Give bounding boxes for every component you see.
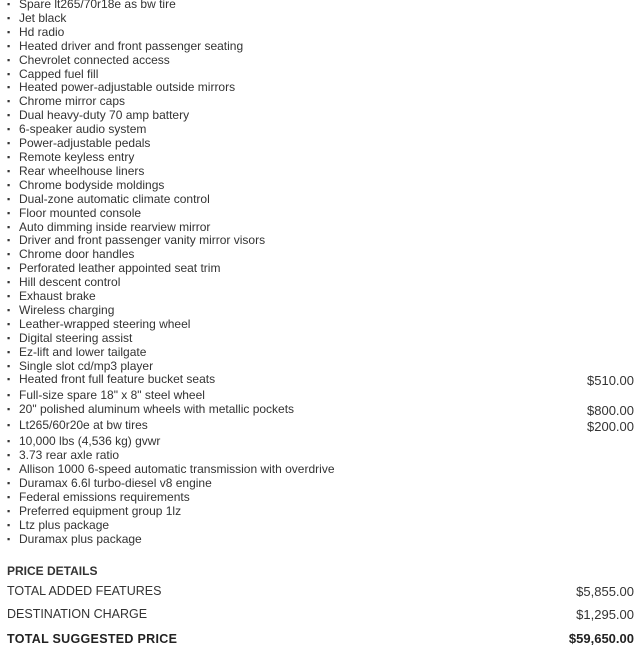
- feature-item-left: [7, 360, 153, 374]
- bullet-icon: ▪: [7, 390, 11, 401]
- feature-item: [7, 519, 637, 533]
- bullet-icon: ▪: [7, 533, 11, 544]
- feature-label: Single slot cd/mp3 player: [19, 358, 154, 373]
- bullet-icon: ▪: [7, 450, 11, 461]
- bullet-icon: ▪: [7, 110, 11, 121]
- feature-label: Leather-wrapped steering wheel: [19, 316, 191, 331]
- bullet-icon: ▪: [7, 420, 11, 431]
- feature-label: 3.73 rear axle ratio: [19, 448, 120, 463]
- feature-item-left: [7, 40, 243, 54]
- bullet-icon: ▪: [7, 346, 11, 357]
- feature-label: Exhaust brake: [19, 289, 96, 304]
- feature-item-left: [7, 54, 170, 68]
- feature-item-left: [7, 435, 160, 449]
- bullet-icon: ▪: [7, 478, 11, 489]
- feature-item-left: [7, 151, 134, 165]
- feature-item-left: [7, 109, 189, 123]
- feature-label: Dual-zone automatic climate control: [19, 191, 210, 206]
- feature-item-left: [7, 304, 114, 318]
- feature-item: [7, 360, 637, 374]
- feature-item: [7, 109, 637, 123]
- bullet-icon: ▪: [7, 151, 11, 162]
- feature-label: Ltz plus package: [19, 517, 110, 532]
- total-suggested-price-row: [7, 626, 634, 652]
- bullet-icon: ▪: [7, 404, 11, 415]
- destination-charge-row: [7, 603, 634, 626]
- feature-item: [7, 491, 637, 505]
- feature-label: Heated power-adjustable outside mirrors: [19, 80, 236, 95]
- bullet-icon: ▪: [7, 332, 11, 343]
- feature-item: [7, 40, 637, 54]
- feature-item: [7, 179, 637, 193]
- feature-label: Digital steering assist: [19, 330, 133, 345]
- feature-label: Full-size spare 18" x 8" steel wheel: [19, 388, 205, 403]
- bullet-icon: ▪: [7, 221, 11, 232]
- bullet-icon: ▪: [7, 235, 11, 246]
- bullet-icon: ▪: [7, 124, 11, 135]
- feature-item-left: [7, 221, 210, 235]
- bullet-icon: ▪: [7, 0, 11, 9]
- feature-item-left: [7, 533, 142, 547]
- feature-item: [7, 403, 637, 419]
- feature-item-left: [7, 346, 146, 360]
- feature-item-left: [7, 81, 235, 95]
- bullet-icon: ▪: [7, 374, 11, 385]
- feature-item: [7, 332, 637, 346]
- bullet-icon: ▪: [7, 165, 11, 176]
- bullet-icon: ▪: [7, 207, 11, 218]
- feature-label: Heated driver and front passenger seating: [19, 38, 244, 53]
- bullet-icon: ▪: [7, 82, 11, 93]
- feature-label: Capped fuel fill: [19, 66, 99, 81]
- feature-label: Floor mounted console: [19, 205, 142, 220]
- price-details-heading: PRICE DETAILS: [7, 564, 98, 578]
- bullet-icon: ▪: [7, 492, 11, 502]
- feature-item-left: [7, 477, 212, 491]
- feature-item: [7, 165, 637, 179]
- feature-label: Hd radio: [19, 24, 65, 39]
- feature-item: [7, 290, 637, 304]
- feature-item: [7, 419, 637, 435]
- feature-item: [7, 54, 637, 68]
- feature-label: Chevrolet connected access: [19, 52, 170, 67]
- feature-item: [7, 0, 637, 12]
- bullet-icon: ▪: [7, 277, 11, 288]
- destination-charge-label: DESTINATION CHARGE: [7, 607, 148, 621]
- feature-label: Power-adjustable pedals: [19, 136, 151, 151]
- feature-item-left: [7, 290, 96, 304]
- price-details: [7, 563, 634, 652]
- feature-list: [7, 0, 637, 547]
- feature-label: Lt265/60r20e at bw tires: [19, 418, 148, 433]
- feature-label: Chrome bodyside moldings: [19, 177, 165, 192]
- feature-item-left: [7, 12, 66, 26]
- feature-label: Chrome mirror caps: [19, 94, 126, 109]
- feature-item: [7, 193, 637, 207]
- bullet-icon: ▪: [7, 138, 11, 149]
- feature-item: [7, 234, 637, 248]
- bullet-icon: ▪: [7, 318, 11, 329]
- feature-item: [7, 81, 637, 95]
- feature-label: Heated front full feature bucket seats: [19, 372, 216, 387]
- bullet-icon: ▪: [7, 291, 11, 302]
- feature-item: [7, 318, 637, 332]
- feature-item: [7, 477, 637, 491]
- feature-item-left: [7, 276, 120, 290]
- total-added-features-value: $5,855.00: [576, 584, 634, 599]
- feature-item: [7, 304, 637, 318]
- bullet-icon: ▪: [7, 179, 11, 190]
- bullet-icon: ▪: [7, 304, 11, 315]
- feature-item: [7, 533, 637, 547]
- total-suggested-price-value: $59,650.00: [568, 631, 634, 646]
- feature-label: Remote keyless entry: [19, 149, 135, 164]
- bullet-icon: ▪: [7, 40, 11, 51]
- feature-label: 6-speaker audio system: [19, 122, 147, 137]
- feature-item-left: [7, 491, 190, 505]
- feature-label: 20" polished aluminum wheels with metallic pockets: [19, 402, 295, 417]
- feature-item: [7, 373, 637, 389]
- bullet-icon: ▪: [7, 519, 11, 530]
- feature-item: [7, 449, 637, 463]
- total-added-features-label: TOTAL ADDED FEATURES: [7, 584, 162, 598]
- feature-label: 10,000 lbs (4,536 kg) gvwr: [19, 434, 161, 449]
- bullet-icon: ▪: [7, 26, 11, 37]
- feature-label: Chrome door handles: [19, 247, 135, 262]
- feature-label: Duramax plus package: [19, 531, 142, 546]
- bullet-icon: ▪: [7, 505, 11, 516]
- feature-item-left: [7, 332, 132, 346]
- feature-label: Jet black: [19, 10, 67, 25]
- bullet-icon: ▪: [7, 96, 11, 107]
- feature-item-left: [7, 262, 220, 276]
- feature-price: $510.00: [587, 373, 634, 389]
- feature-item: [7, 68, 637, 82]
- feature-item: [7, 463, 637, 477]
- feature-label: Ez-lift and lower tailgate: [19, 344, 147, 359]
- feature-item-left: [7, 234, 265, 248]
- feature-item-left: [7, 505, 181, 519]
- feature-item-left: [7, 26, 64, 40]
- total-suggested-price-label: TOTAL SUGGESTED PRICE: [7, 632, 178, 646]
- feature-label: Preferred equipment group 1lz: [19, 503, 182, 518]
- feature-label: Federal emissions requirements: [19, 490, 190, 504]
- bullet-icon: ▪: [7, 436, 11, 447]
- feature-item: [7, 346, 637, 360]
- feature-item-left: [7, 318, 190, 332]
- feature-item-left: [7, 389, 205, 403]
- feature-item-left: [7, 123, 146, 137]
- feature-item: [7, 262, 637, 276]
- feature-label: Spare lt265/70r18e as bw tire: [19, 0, 176, 11]
- feature-price: $800.00: [587, 403, 634, 419]
- feature-item-left: [7, 449, 119, 463]
- feature-item: [7, 137, 637, 151]
- feature-label: Duramax 6.6l turbo-diesel v8 engine: [19, 476, 212, 491]
- feature-item: [7, 123, 637, 137]
- feature-item-left: [7, 403, 294, 417]
- bullet-icon: ▪: [7, 193, 11, 204]
- feature-item-left: [7, 165, 144, 179]
- total-added-features-row: [7, 580, 634, 603]
- feature-label: Driver and front passenger vanity mirror visors: [19, 233, 266, 248]
- feature-item: [7, 26, 637, 40]
- feature-item: [7, 207, 637, 221]
- feature-label: Allison 1000 6-speed automatic transmission with overdrive: [19, 462, 335, 477]
- feature-label: Rear wheelhouse liners: [19, 163, 145, 178]
- feature-price: $200.00: [587, 419, 634, 435]
- feature-item: [7, 12, 637, 26]
- feature-item: [7, 276, 637, 290]
- bullet-icon: ▪: [7, 263, 11, 274]
- bullet-icon: ▪: [7, 12, 11, 23]
- feature-item-left: [7, 68, 98, 82]
- feature-item-left: [7, 207, 141, 221]
- feature-item: [7, 95, 637, 109]
- feature-item-left: [7, 419, 148, 433]
- feature-label: Wireless charging: [19, 302, 115, 317]
- feature-label: Hill descent control: [19, 275, 121, 290]
- bullet-icon: ▪: [7, 360, 11, 371]
- feature-item: [7, 221, 637, 235]
- bullet-icon: ▪: [7, 464, 11, 475]
- bullet-icon: ▪: [7, 249, 11, 260]
- destination-charge-value: $1,295.00: [576, 607, 634, 622]
- feature-item: [7, 505, 637, 519]
- bullet-icon: ▪: [7, 54, 11, 65]
- bullet-icon: ▪: [7, 68, 11, 79]
- feature-item-left: [7, 463, 335, 477]
- feature-item-left: [7, 95, 125, 109]
- feature-item-left: [7, 373, 215, 387]
- feature-label: Auto dimming inside rearview mirror: [19, 219, 211, 234]
- feature-item-left: [7, 248, 134, 262]
- feature-label: Perforated leather appointed seat trim: [19, 261, 221, 276]
- feature-label: Dual heavy-duty 70 amp battery: [19, 108, 190, 123]
- feature-item: [7, 435, 637, 449]
- feature-item-left: [7, 193, 210, 207]
- feature-item-left: [7, 519, 109, 533]
- feature-item: [7, 151, 637, 165]
- feature-item: [7, 248, 637, 262]
- feature-item-left: [7, 137, 150, 151]
- feature-item: [7, 389, 637, 403]
- feature-item-left: [7, 179, 164, 193]
